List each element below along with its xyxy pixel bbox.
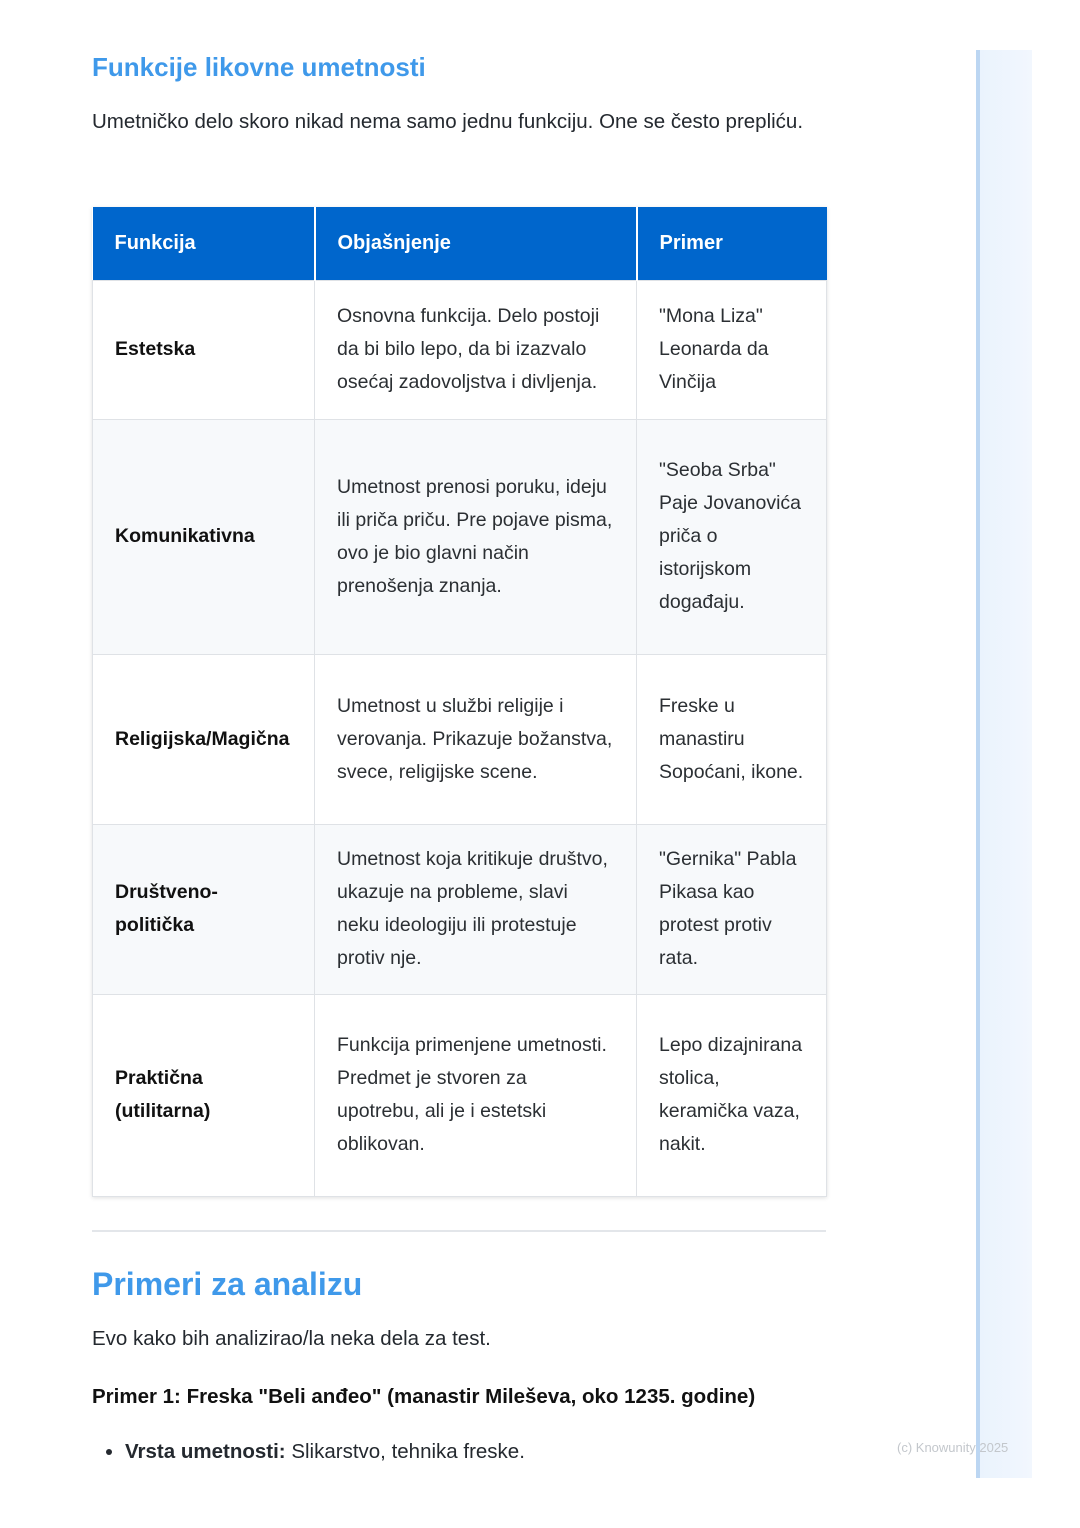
copyright-footer: (c) Knowunity 2025 <box>897 1440 1009 1455</box>
function-explanation: Umetnost koja kritikuje društvo, ukazuje na probleme, slavi neku ideologiju ili protestuje protiv nje. <box>315 824 637 994</box>
header-explanation: Objašnjenje <box>315 207 637 280</box>
function-explanation: Funkcija primenjene umetnosti. Predmet je stvoren za upotrebu, ali je i estetski oblikovan. <box>315 994 637 1196</box>
section-title-examples: Primeri za analizu <box>92 1266 363 1302</box>
function-example: Lepo dizajnirana stolica, keramička vaza, nakit. <box>637 994 827 1196</box>
table-row <box>93 280 827 419</box>
examples-lead: Evo kako bih analizirao/la neka dela za test. <box>92 1327 491 1350</box>
table-header-row <box>93 207 827 280</box>
function-name: Praktična (utilitarna) <box>93 994 315 1196</box>
function-example: "Gernika" Pabla Pikasa kao protest protiv rata. <box>637 824 827 994</box>
table-row <box>93 654 827 824</box>
function-example: "Seoba Srba" Paje Jovanovića priča o istorijskom događaju. <box>637 419 827 654</box>
section-divider <box>92 1230 826 1232</box>
header-example: Primer <box>637 207 827 280</box>
table-row <box>93 994 827 1196</box>
side-panel <box>976 50 1032 1478</box>
function-name: Društveno-politička <box>93 824 315 994</box>
header-function: Funkcija <box>93 207 315 280</box>
function-explanation: Umetnost prenosi poruku, ideju ili priča priču. Pre pojave pisma, ovo je bio glavni način prenošenja znanja. <box>315 419 637 654</box>
function-explanation: Umetnost u službi religije i verovanja. Prikazuje božanstva, svece, religijske scene. <box>315 654 637 824</box>
table-row <box>93 824 827 994</box>
list-item <box>125 1434 525 1470</box>
functions-table <box>92 207 827 1197</box>
bullet-label: Vrsta umetnosti: <box>125 1440 286 1463</box>
function-example: Freske u manastiru Sopoćani, ikone. <box>637 654 827 824</box>
function-name: Religijska/Magična <box>93 654 315 824</box>
function-example: "Mona Liza" Leonarda da Vinčija <box>637 280 827 419</box>
function-explanation: Osnovna funkcija. Delo postoji da bi bilo lepo, da bi izazvalo osećaj zadovoljstva i divljenja. <box>315 280 637 419</box>
bullet-list <box>92 1434 525 1470</box>
section-title-functions: Funkcije likovne umetnosti <box>92 52 426 82</box>
function-name: Komunikativna <box>93 419 315 654</box>
bullet-text: Slikarstvo, tehnika freske. <box>291 1440 525 1463</box>
example-title: Primer 1: Freska "Beli anđeo" (manastir Mileševa, oko 1235. godine) <box>92 1385 756 1408</box>
intro-paragraph: Umetničko delo skoro nikad nema samo jednu funkciju. One se često prepliću. <box>92 110 804 133</box>
table-row <box>93 419 827 654</box>
function-name: Estetska <box>93 280 315 419</box>
